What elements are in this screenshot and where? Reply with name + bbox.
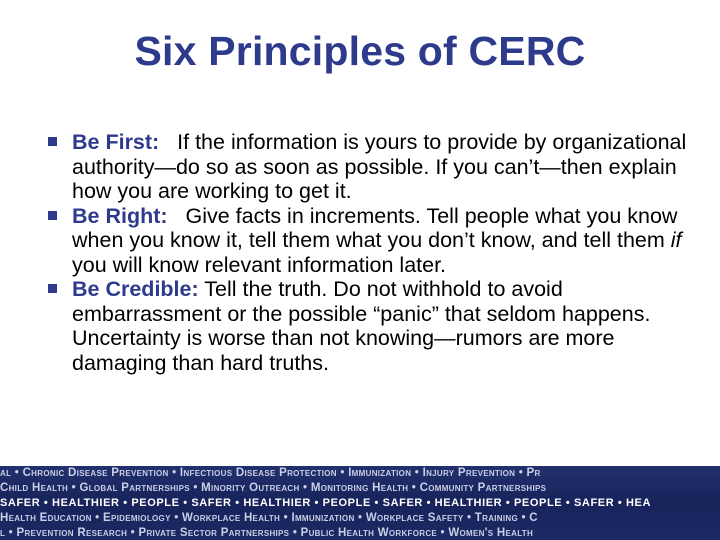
bullet-be-first	[48, 130, 698, 204]
bullet-label: Be First:	[72, 130, 160, 154]
bullet-be-right	[48, 204, 698, 278]
emphasis-if: if	[670, 228, 682, 252]
banner-row: SAFER • HEALTHIER • PEOPLE • SAFER • HEALTHIER • PEOPLE • SAFER • HEALTHIER • PEOPLE • SAFER • HEA	[0, 497, 652, 509]
banner-row: Health Education • Epidemiology • Workplace Health • Immunization • Workplace Safety • Training • C	[0, 512, 538, 524]
bullet-label: Be Credible:	[72, 277, 199, 301]
square-bullet-icon	[48, 284, 57, 293]
bullet-text: Tell the truth. Do not withhold to avoid embarrassment or the possible “panic” that seldom happens. Uncertainty is worse than not knowing—rumors are more damaging than hard truths.	[72, 277, 651, 375]
banner-row: l • Prevention Research • Private Sector Partnerships • Public Health Workforce • Women's Health	[0, 527, 534, 539]
square-bullet-icon	[48, 211, 57, 220]
slide-title: Six Principles of CERC	[134, 28, 586, 74]
bullet-label: Be Right:	[72, 203, 168, 228]
principles-list	[48, 130, 698, 375]
bullet-be-credible	[48, 277, 698, 375]
bullet-text: Give facts in increments. Tell people what you know when you know it, tell them what you don’t know, and tell them if you will know relevant information later.	[72, 203, 682, 277]
footer-banner	[0, 466, 720, 540]
banner-row: Child Health • Global Partnerships • Minority Outreach • Monitoring Health • Community Partnerships	[0, 482, 547, 494]
banner-row: al • Chronic Disease Prevention • Infectious Disease Protection • Immunization • Injury Prevention • Pr	[0, 467, 541, 479]
square-bullet-icon	[48, 137, 57, 146]
bullet-text: If the information is yours to provide by organizational authority—do so as soon as possible. If you can’t—then explain how you are working to get it.	[72, 130, 687, 203]
